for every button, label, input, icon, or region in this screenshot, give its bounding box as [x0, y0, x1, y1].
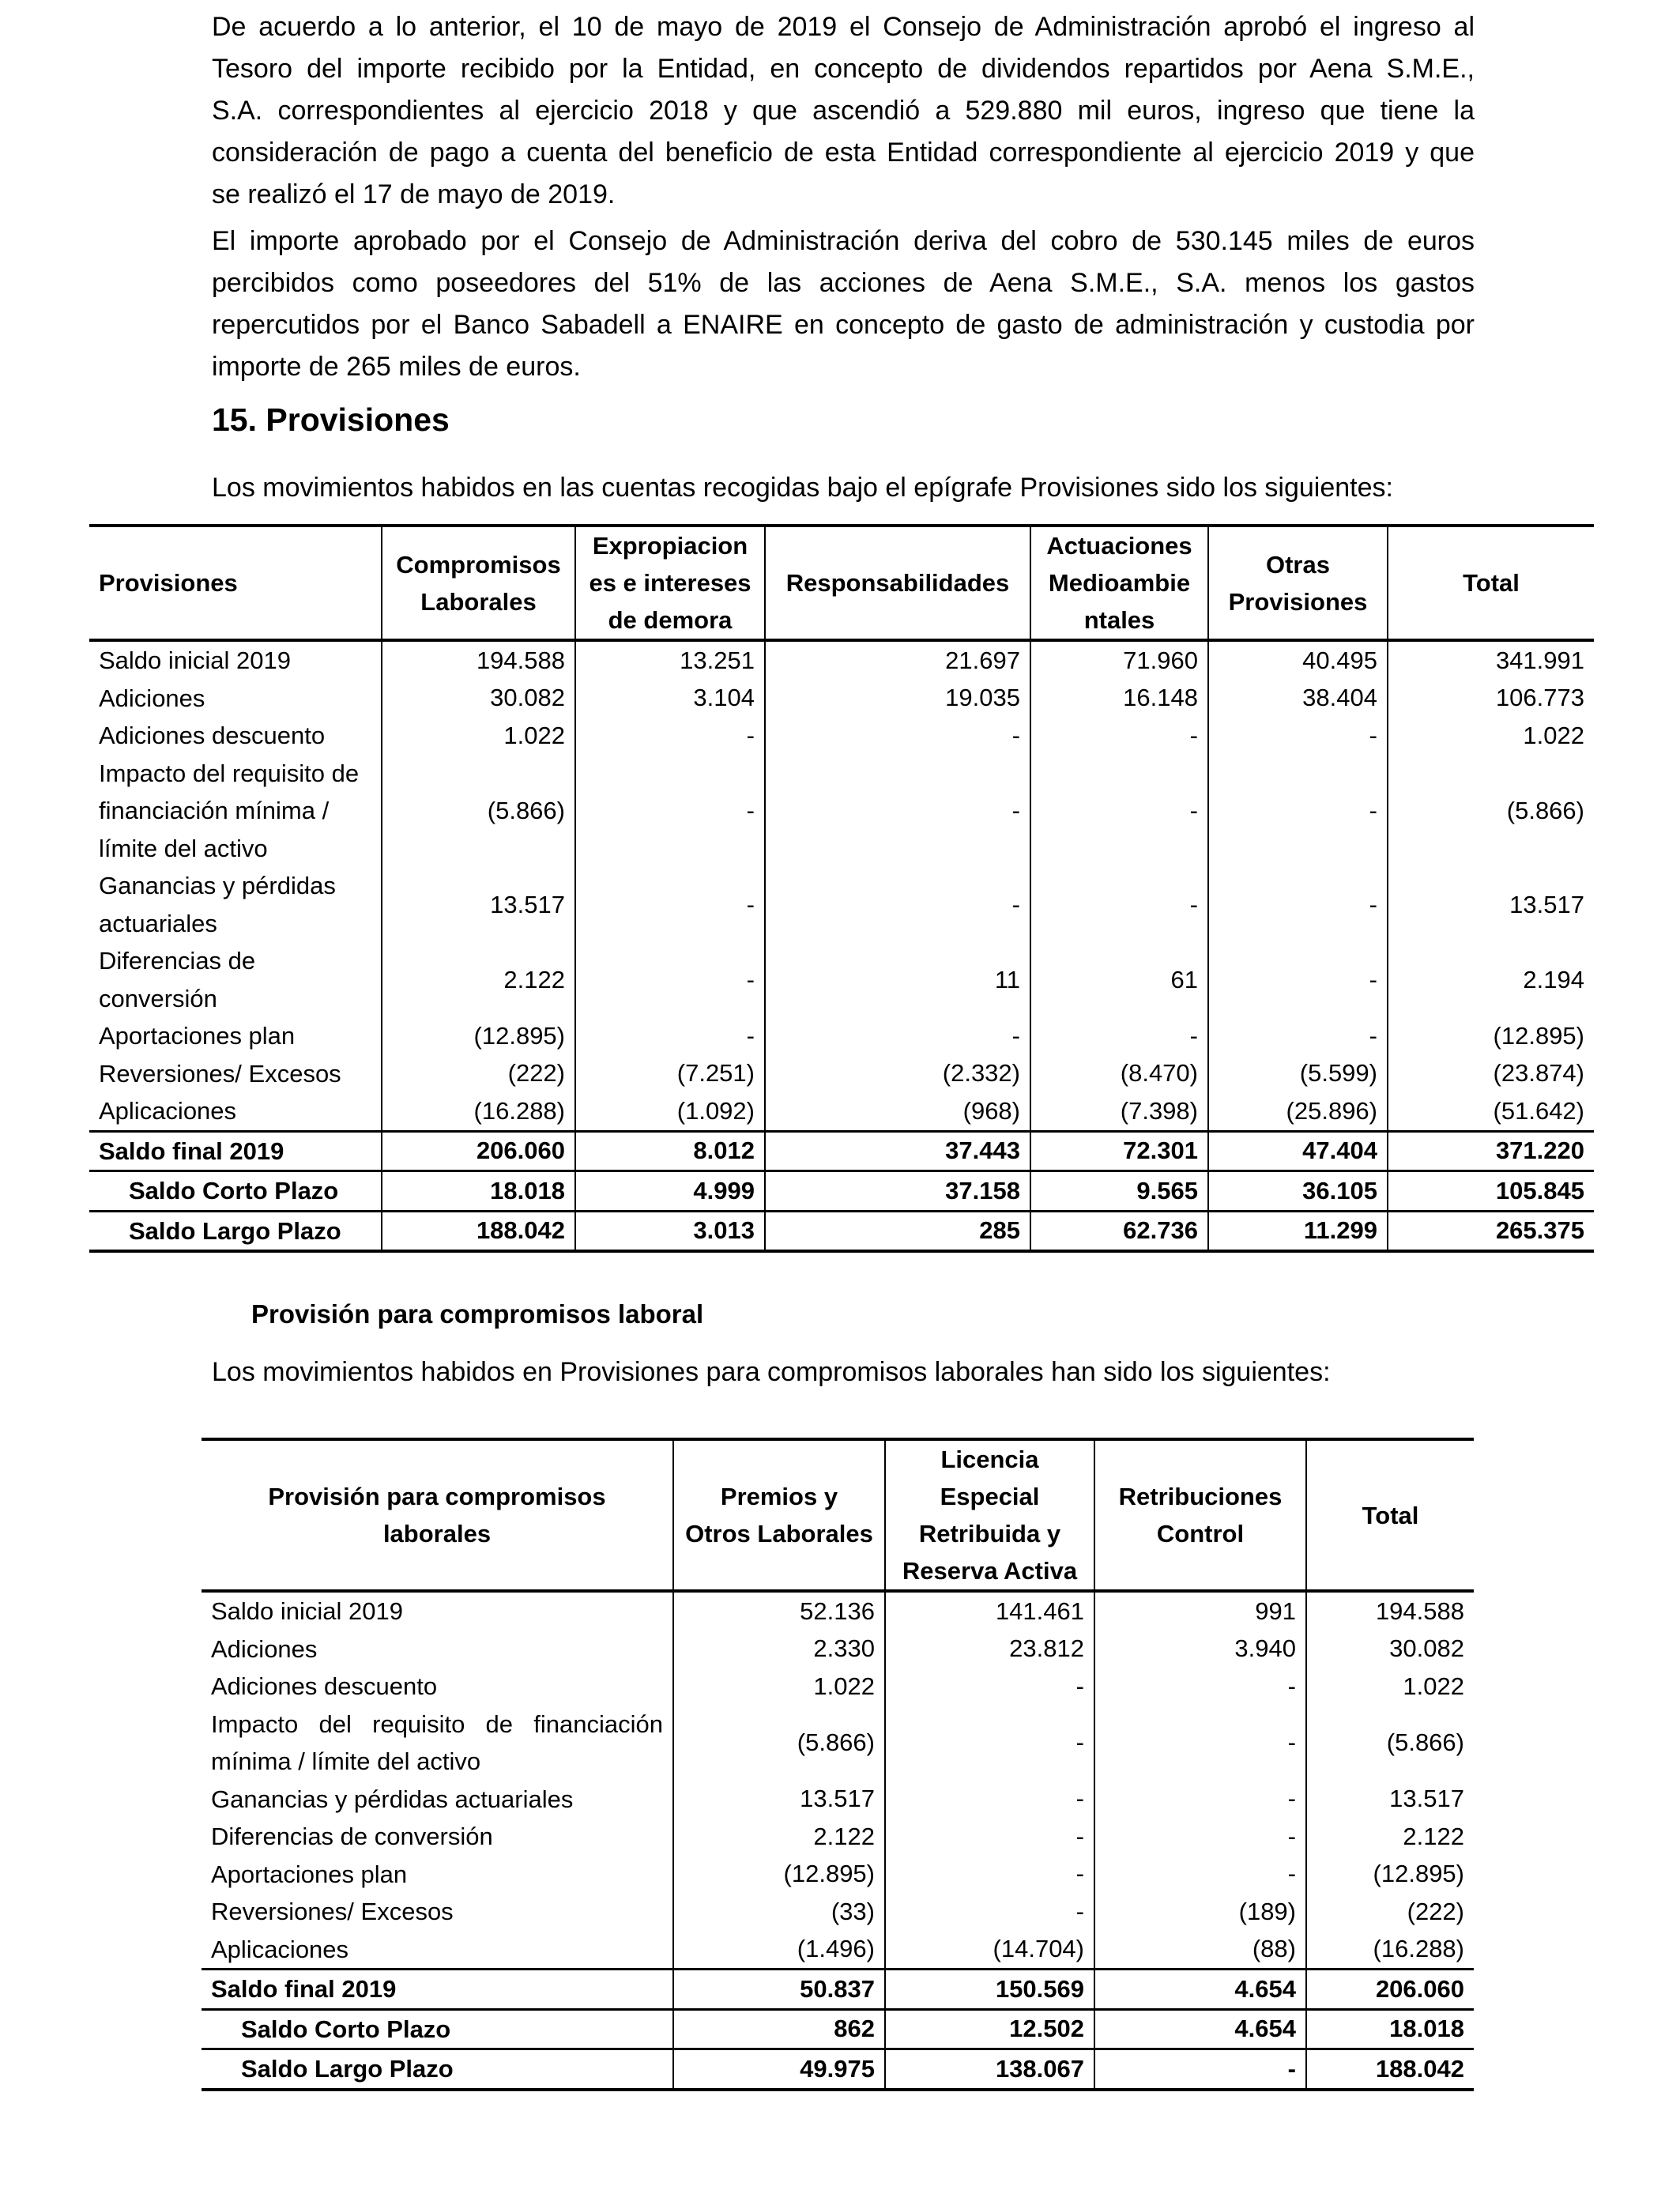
table-row	[202, 1630, 1474, 1668]
table-row	[89, 1171, 1594, 1212]
table-row	[202, 1591, 1474, 1630]
row-label-line: Diferencias de	[99, 947, 256, 974]
table-cell: (222)	[1306, 1893, 1474, 1931]
column-header-line: Compromisos	[396, 550, 561, 579]
column-header-line: Control	[1156, 1520, 1245, 1547]
table-cell: 18.018	[1306, 2009, 1474, 2049]
table-cell: -	[575, 942, 765, 1017]
column-header	[1306, 1439, 1474, 1591]
column-header-line: Total	[1362, 1501, 1419, 1529]
table-row	[89, 942, 1594, 1017]
column-header-line: Provisiones	[1228, 587, 1368, 616]
table-cell: -	[575, 867, 765, 942]
table-cell: 12.502	[885, 2009, 1094, 2049]
column-header-line: Otras	[1266, 550, 1330, 579]
paragraph-line: S.A. correspondientes al ejercicio 2018 y que ascendió a 529.880 mil euros, ingreso que tiene la	[212, 96, 1475, 126]
table-cell: 2.122	[673, 1818, 885, 1856]
row-label	[89, 942, 382, 1017]
table-cell: (2.332)	[765, 1055, 1030, 1093]
table-cell: 30.082	[382, 680, 575, 718]
table-cell: (12.895)	[1306, 1856, 1474, 1894]
table-cell: -	[1030, 717, 1208, 755]
table-cell: -	[1094, 1781, 1306, 1819]
row-label: Saldo inicial 2019	[211, 1597, 404, 1625]
table-cell: -	[1094, 1668, 1306, 1706]
table-cell: 285	[765, 1211, 1030, 1251]
row-label-line: actuariales	[99, 909, 217, 937]
column-header-line: Reserva Activa	[902, 1557, 1078, 1585]
table-row	[89, 755, 1594, 868]
table-cell: (5.599)	[1208, 1055, 1388, 1093]
row-label: Adiciones	[211, 1634, 318, 1663]
table-row	[202, 2049, 1474, 2090]
table-cell: 2.122	[382, 942, 575, 1017]
paragraph-line: consideración de pago a cuenta del beneficio de esta Entidad correspondiente al ejercicio 2019 y que	[212, 138, 1475, 168]
table-cell: 13.517	[1388, 867, 1594, 942]
table-row	[202, 1818, 1474, 1856]
paragraph-line: percibidos como poseedores del 51% de las acciones de Aena S.M.E., S.A. menos los gastos	[212, 268, 1475, 298]
table-cell: -	[575, 755, 765, 868]
table-row	[202, 1856, 1474, 1894]
table-cell: -	[765, 717, 1030, 755]
table-cell: (25.896)	[1208, 1092, 1388, 1131]
table-row	[202, 1706, 1474, 1781]
row-label-line: conversión	[99, 984, 217, 1012]
table-cell: 141.461	[885, 1591, 1094, 1630]
table-cell: 9.565	[1030, 1171, 1208, 1212]
table-cell: -	[765, 867, 1030, 942]
table-cell: 188.042	[1306, 2049, 1474, 2090]
row-label: Saldo final 2019	[89, 1131, 382, 1171]
table-cell: -	[885, 1856, 1094, 1894]
row-label	[89, 755, 382, 868]
table-cell: -	[885, 1668, 1094, 1706]
table-cell: 1.022	[382, 717, 575, 755]
column-header-line: Medioambie	[1048, 569, 1191, 597]
table-cell: 2.330	[673, 1630, 885, 1668]
table-cell: (7.398)	[1030, 1092, 1208, 1131]
column-header-line: laborales	[382, 1520, 492, 1547]
table-cell: -	[1094, 1856, 1306, 1894]
table-cell: 106.773	[1388, 680, 1594, 718]
row-label: Reversiones/ Excesos	[99, 1059, 341, 1088]
table-cell: -	[885, 1781, 1094, 1819]
table-row	[89, 1017, 1594, 1055]
table-cell: (88)	[1094, 1931, 1306, 1970]
table-cell: (51.642)	[1388, 1092, 1594, 1131]
paragraph-line: repercutidos por el Banco Sabadell a ENAIRE en concepto de gasto de administración y custodia por	[212, 310, 1475, 340]
paragraph-line: se realizó el 17 de mayo de 2019.	[212, 179, 616, 209]
table-cell: (16.288)	[1306, 1931, 1474, 1970]
table-cell: 40.495	[1208, 640, 1388, 680]
table-cell: 150.569	[885, 1970, 1094, 2010]
table-cell: 2.122	[1306, 1818, 1474, 1856]
table-cell: -	[575, 717, 765, 755]
table-cell: 4.654	[1094, 1970, 1306, 2010]
row-label	[202, 1706, 673, 1781]
paragraph-line: importe de 265 miles de euros.	[212, 352, 581, 382]
paragraph-line: Tesoro del importe recibido por la Entidad, en concepto de dividendos repartidos por Aena S.M.E.,	[212, 54, 1475, 84]
table-cell: (33)	[673, 1893, 885, 1931]
row-label-line: financiación mínima /	[99, 797, 330, 824]
table-cell: (12.895)	[382, 1017, 575, 1055]
table-cell: (189)	[1094, 1893, 1306, 1931]
compromisos-laborales-table	[202, 1438, 1474, 2091]
row-label: Saldo Corto Plazo	[89, 1171, 382, 1212]
table-cell: 37.158	[765, 1171, 1030, 1212]
table-cell: 18.018	[382, 1171, 575, 1212]
table-cell: -	[885, 1818, 1094, 1856]
table-cell: 1.022	[673, 1668, 885, 1706]
column-header-line: Provisiones	[99, 569, 238, 597]
row-label: Diferencias de conversión	[211, 1823, 493, 1850]
table-cell: -	[1030, 755, 1208, 868]
table-cell: 1.022	[1306, 1668, 1474, 1706]
column-header	[1030, 526, 1208, 640]
table-cell: (16.288)	[382, 1092, 575, 1131]
table-cell: 30.082	[1306, 1630, 1474, 1668]
table-cell: -	[1094, 1706, 1306, 1781]
table-cell: 71.960	[1030, 640, 1208, 680]
table-cell: -	[765, 755, 1030, 868]
table-cell: 341.991	[1388, 640, 1594, 680]
table-row	[89, 640, 1594, 680]
intro-text-2: Los movimientos habidos en Provisiones para compromisos laborales han sido los siguientes:	[212, 1357, 1331, 1387]
table-cell: -	[885, 1893, 1094, 1931]
row-label: Saldo Largo Plazo	[202, 2049, 673, 2090]
row-label: Reversiones/ Excesos	[211, 1898, 454, 1925]
column-header-line: Laborales	[420, 587, 537, 616]
column-header-line: Actuaciones	[1046, 532, 1192, 560]
table-cell: 13.517	[1306, 1781, 1474, 1819]
column-header	[885, 1439, 1094, 1591]
table-cell: 3.013	[575, 1211, 765, 1251]
section-title: 15. Provisiones	[212, 401, 450, 438]
table-cell: -	[1208, 755, 1388, 868]
column-header-line: Total	[1463, 569, 1520, 597]
table-cell: 37.443	[765, 1131, 1030, 1171]
column-header	[89, 526, 382, 640]
table-cell: 16.148	[1030, 680, 1208, 718]
table-cell: (1.092)	[575, 1092, 765, 1131]
table-cell: (5.866)	[1388, 755, 1594, 868]
table-cell: (7.251)	[575, 1055, 765, 1093]
paragraph-2	[212, 221, 1475, 388]
paragraph-line: De acuerdo a lo anterior, el 10 de mayo de 2019 el Consejo de Administración aprobó el ingreso al	[212, 12, 1475, 42]
table-cell: 4.999	[575, 1171, 765, 1212]
column-header	[673, 1439, 885, 1591]
table-cell: 4.654	[1094, 2009, 1306, 2049]
subsection-title: Provisión para compromisos laboral	[251, 1299, 704, 1329]
table-row	[202, 1970, 1474, 2010]
provisiones-table	[89, 524, 1594, 1253]
table-cell: (14.704)	[885, 1931, 1094, 1970]
paragraph-1	[212, 6, 1475, 216]
intro-text-1: Los movimientos habidos en las cuentas recogidas bajo el epígrafe Provisiones sido los siguientes:	[212, 473, 1393, 503]
table-cell: -	[765, 1017, 1030, 1055]
table-cell: 50.837	[673, 1970, 885, 2010]
table-cell: (222)	[382, 1055, 575, 1093]
row-label: Saldo Corto Plazo	[202, 2009, 673, 2049]
table-cell: (5.866)	[382, 755, 575, 868]
table-cell: 1.022	[1388, 717, 1594, 755]
column-header-line: Retribuida y	[918, 1520, 1061, 1547]
table-cell: 11.299	[1208, 1211, 1388, 1251]
table-cell: 13.251	[575, 640, 765, 680]
table-cell: 72.301	[1030, 1131, 1208, 1171]
table-cell: 138.067	[885, 2049, 1094, 2090]
column-header-line: Provisión para compromisos	[268, 1483, 606, 1510]
table-cell: 13.517	[382, 867, 575, 942]
table-cell: 206.060	[382, 1131, 575, 1171]
paragraph-line: El importe aprobado por el Consejo de Administración deriva del cobro de 530.145 miles de euros	[212, 226, 1475, 256]
table-row	[202, 1893, 1474, 1931]
table-row	[202, 1931, 1474, 1970]
row-label: Aportaciones plan	[99, 1022, 296, 1050]
table-cell: -	[1208, 717, 1388, 755]
table-cell: (1.496)	[673, 1931, 885, 1970]
table-cell: 206.060	[1306, 1970, 1474, 2010]
row-label-line: mínima / límite del activo	[211, 1747, 481, 1775]
table-cell: 36.105	[1208, 1171, 1388, 1212]
column-header-line: Expropiacion	[592, 532, 748, 560]
table-cell: -	[1208, 942, 1388, 1017]
table-cell: -	[885, 1706, 1094, 1781]
row-label-line: Ganancias y pérdidas	[99, 872, 336, 899]
table-cell: 61	[1030, 942, 1208, 1017]
table-row	[89, 1131, 1594, 1171]
table-cell: 188.042	[382, 1211, 575, 1251]
row-label: Aplicaciones	[211, 1935, 349, 1963]
table-cell: (12.895)	[1388, 1017, 1594, 1055]
table-cell: -	[1094, 1818, 1306, 1856]
table-cell: 371.220	[1388, 1131, 1594, 1171]
table-cell: -	[1208, 867, 1388, 942]
table-cell: 862	[673, 2009, 885, 2049]
table-cell: 8.012	[575, 1131, 765, 1171]
table-cell: 21.697	[765, 640, 1030, 680]
table-row	[202, 2009, 1474, 2049]
table-cell: -	[1030, 1017, 1208, 1055]
table-cell: -	[1094, 2049, 1306, 2090]
row-label: Adiciones descuento	[211, 1672, 438, 1700]
row-label: Saldo final 2019	[202, 1970, 673, 2010]
column-header-line: Responsabilidades	[785, 569, 1010, 597]
column-header	[765, 526, 1030, 640]
table-cell: 13.517	[673, 1781, 885, 1819]
table-cell: 23.812	[885, 1630, 1094, 1668]
column-header-line: de demora	[608, 606, 733, 634]
table-row	[89, 1092, 1594, 1131]
table-cell: 194.588	[382, 640, 575, 680]
table-row	[89, 680, 1594, 718]
table-row	[89, 867, 1594, 942]
row-label-line: Impacto del requisito de financiación	[211, 1710, 663, 1738]
column-header-line: Premios y	[720, 1483, 838, 1510]
table-row	[89, 1055, 1594, 1093]
row-label-line: límite del activo	[99, 834, 268, 862]
row-label: Adiciones	[99, 684, 205, 712]
column-header	[1388, 526, 1594, 640]
table-cell: 52.136	[673, 1591, 885, 1630]
table-cell: 47.404	[1208, 1131, 1388, 1171]
column-header-line: ntales	[1083, 606, 1155, 634]
table-cell: 194.588	[1306, 1591, 1474, 1630]
column-header-line: Especial	[940, 1483, 1040, 1510]
table-cell: (5.866)	[1306, 1706, 1474, 1781]
column-header-line: Licencia	[940, 1446, 1039, 1473]
table-cell: (5.866)	[673, 1706, 885, 1781]
table-cell: 49.975	[673, 2049, 885, 2090]
table-cell: (8.470)	[1030, 1055, 1208, 1093]
table-row	[202, 1781, 1474, 1819]
row-label: Ganancias y pérdidas actuariales	[211, 1785, 574, 1813]
table-cell: 2.194	[1388, 942, 1594, 1017]
column-header	[382, 526, 575, 640]
row-label: Saldo inicial 2019	[99, 647, 292, 674]
table-cell: 62.736	[1030, 1211, 1208, 1251]
table-cell: -	[1208, 1017, 1388, 1055]
row-label: Saldo Largo Plazo	[89, 1211, 382, 1251]
row-label	[89, 867, 382, 942]
table-cell: 265.375	[1388, 1211, 1594, 1251]
table-cell: 105.845	[1388, 1171, 1594, 1212]
column-header-line: Retribuciones	[1118, 1483, 1283, 1510]
column-header	[1208, 526, 1388, 640]
table-cell: 11	[765, 942, 1030, 1017]
table-cell: -	[1030, 867, 1208, 942]
table-cell: (968)	[765, 1092, 1030, 1131]
column-header-line: Otros Laborales	[685, 1520, 873, 1547]
table-cell: (23.874)	[1388, 1055, 1594, 1093]
row-label: Adiciones descuento	[99, 722, 326, 749]
table-row	[89, 717, 1594, 755]
table-cell: 38.404	[1208, 680, 1388, 718]
table-cell: 3.940	[1094, 1630, 1306, 1668]
table-cell: (12.895)	[673, 1856, 885, 1894]
row-label: Aportaciones plan	[211, 1860, 408, 1888]
table-row	[202, 1668, 1474, 1706]
row-label: Aplicaciones	[99, 1097, 237, 1125]
column-header	[575, 526, 765, 640]
table-cell: 3.104	[575, 680, 765, 718]
table-row	[89, 1211, 1594, 1251]
column-header	[202, 1439, 673, 1591]
table-cell: 991	[1094, 1591, 1306, 1630]
table-cell: 19.035	[765, 680, 1030, 718]
column-header-line: es e intereses	[589, 569, 751, 597]
table-cell: -	[575, 1017, 765, 1055]
row-label-line: Impacto del requisito de	[99, 759, 360, 787]
column-header	[1094, 1439, 1306, 1591]
